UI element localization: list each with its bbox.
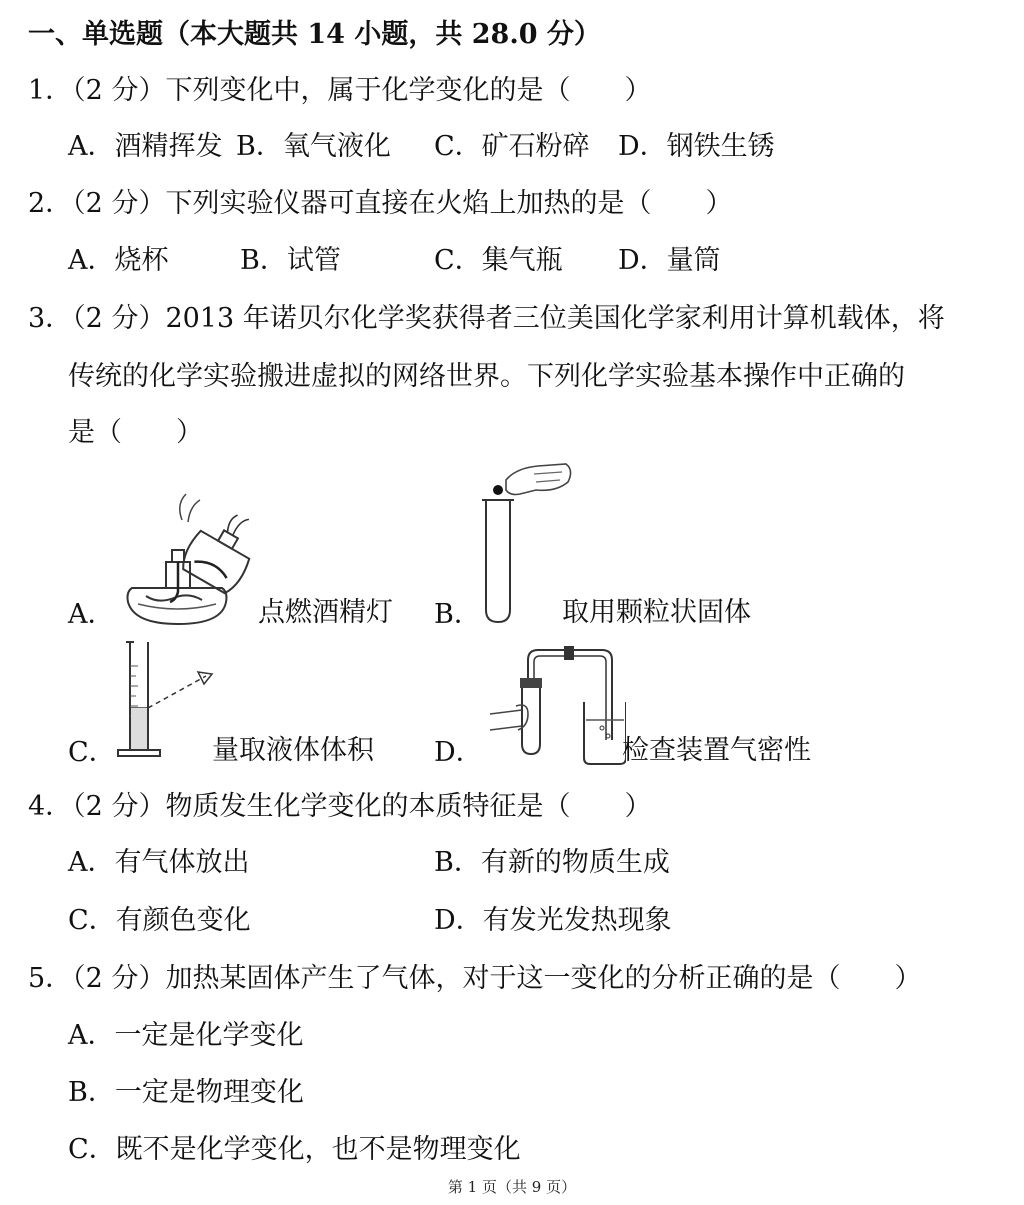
q3-option-c-caption: 量取液体体积 (212, 735, 374, 766)
q5-option-a: A．一定是化学变化 (68, 1020, 304, 1051)
q3-option-d-caption: 检查装置气密性 (622, 735, 811, 766)
question-3-stem-line-3: 是（ ） (68, 417, 203, 448)
q3-option-a-letter: A． (68, 599, 115, 630)
question-3-stem-line-2: 传统的化学实验搬进虚拟的网络世界。下列化学实验基本操作中正确的 (68, 361, 905, 392)
question-4-stem: 4．（2 分）物质发生化学变化的本质特征是（ ） (28, 791, 652, 822)
page-footer: 第 1 页（共 9 页） (447, 1178, 577, 1196)
q3-option-b-letter: B． (434, 599, 481, 630)
q1-option-d: D．钢铁生锈 (618, 131, 775, 162)
question-1-stem: 1．（2 分）下列变化中，属于化学变化的是（ ） (28, 75, 652, 106)
q2-option-d: D．量筒 (618, 245, 721, 276)
q1-option-a: A．酒精挥发 (68, 131, 223, 162)
q3-option-a-caption: 点燃酒精灯 (258, 597, 393, 628)
q2-option-c: C．集气瓶 (434, 245, 563, 276)
q3-option-d-letter: D． (434, 737, 483, 768)
q2-option-a: A．烧杯 (68, 245, 169, 276)
test-tube-figure (476, 460, 576, 628)
q5-option-b: B．一定是物理变化 (68, 1077, 304, 1108)
q5-option-c: C．既不是化学变化，也不是物理变化 (68, 1134, 521, 1165)
q3-option-b-caption: 取用颗粒状固体 (562, 597, 751, 628)
q1-option-b: B．氧气液化 (236, 131, 391, 162)
graduated-cylinder-figure (114, 636, 224, 766)
q4-option-d: D．有发光发热现象 (434, 905, 672, 936)
q1-option-c: C．矿石粉碎 (434, 131, 590, 162)
section-title: 一、单选题（本大题共 14 小题，共 28.0 分） (28, 19, 601, 50)
q3-option-c-letter: C． (68, 737, 116, 768)
question-2-stem: 2．（2 分）下列实验仪器可直接在火焰上加热的是（ ） (28, 188, 733, 219)
question-3-stem-line-1: 3．（2 分）2013 年诺贝尔化学奖获得者三位美国化学家利用计算机载体，将 (28, 303, 945, 334)
q4-option-a: A．有气体放出 (68, 847, 250, 878)
alcohol-lamp-figure (118, 492, 258, 630)
q4-option-c: C．有颜色变化 (68, 905, 251, 936)
q2-option-b: B．试管 (240, 245, 341, 276)
q4-option-b: B．有新的物质生成 (434, 847, 670, 878)
question-5-stem: 5．（2 分）加热某固体产生了气体，对于这一变化的分析正确的是（ ） (28, 963, 922, 994)
airtightness-check-figure (486, 640, 626, 770)
